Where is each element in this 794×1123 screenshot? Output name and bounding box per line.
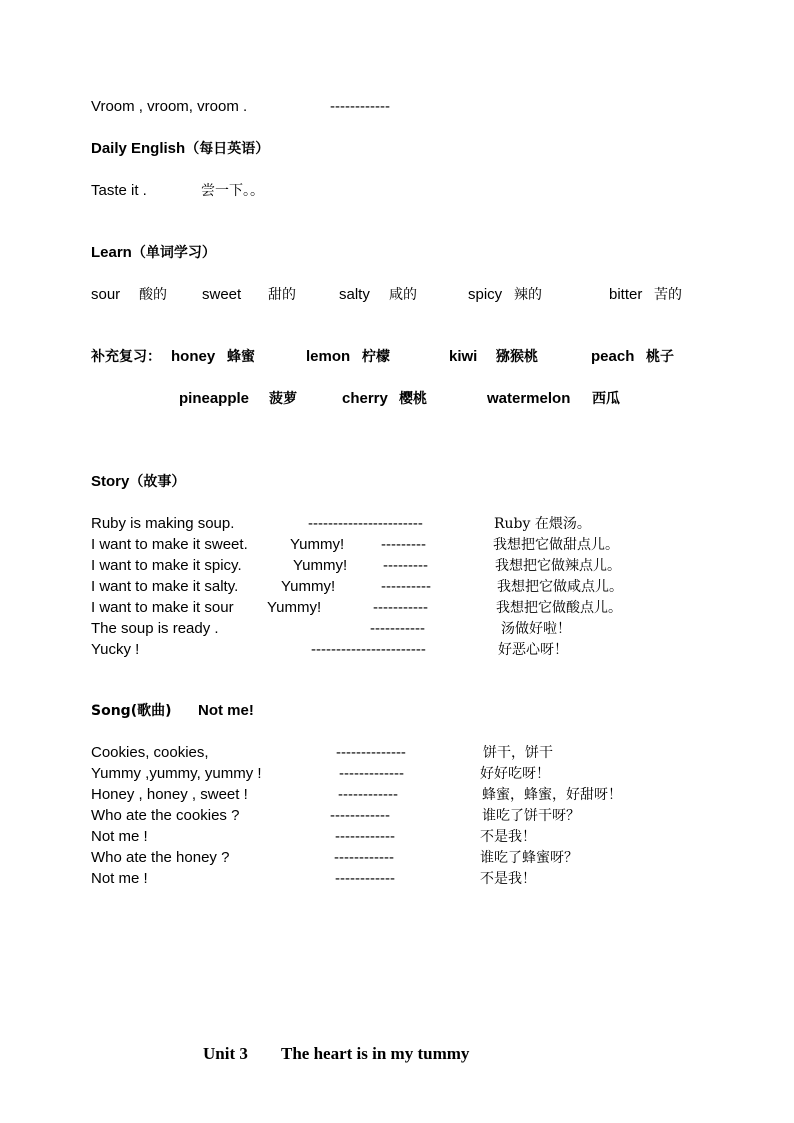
story-line-dashes: ----------------------- — [308, 515, 423, 532]
story-line-dashes: --------- — [383, 557, 428, 574]
unit-label: Unit 3 — [203, 1044, 248, 1063]
song-line-cn: 谁吃了饼干呀？ — [482, 808, 580, 824]
review-word-en: honey — [171, 348, 216, 365]
learn-word-cn: 苦的 — [654, 287, 682, 303]
review-word-en: lemon — [306, 348, 351, 365]
song-title: Not me! — [198, 702, 254, 719]
story-line-en: I want to make it salty. — [91, 578, 239, 595]
daily-heading-en: Daily English — [91, 140, 186, 157]
song-line-cn: 不是我！ — [480, 871, 536, 887]
song-line-cn: 蜂蜜，蜂蜜，好甜呀！ — [482, 787, 622, 803]
review-word-cn: 桃子 — [646, 349, 674, 365]
song-line-dashes: ------------ — [330, 807, 390, 824]
story-line-cn: Ruby 在煨汤。 — [494, 516, 591, 532]
story-line-cn: 好恶心呀！ — [498, 642, 568, 658]
review-word-cn: 柠檬 — [362, 349, 390, 365]
song-line-cn: 好好吃呀！ — [480, 766, 550, 782]
review-word-cn: 西瓜 — [592, 391, 620, 407]
song-line-dashes: -------------- — [336, 744, 406, 761]
review-word-en: pineapple — [179, 390, 250, 407]
song-line-dashes: ------------ — [335, 828, 395, 845]
song-line-dashes: ------------- — [339, 765, 404, 782]
story-line-mid: Yummy! — [281, 578, 336, 595]
learn-word-cn: 甜的 — [268, 287, 296, 303]
story-line-dashes: ---------- — [381, 578, 431, 595]
learn-word-en: salty — [339, 286, 370, 303]
story-line-mid: Yummy! — [267, 599, 322, 616]
story-line-cn: 我想把它做咸点儿。 — [497, 579, 623, 595]
top-line: Vroom , vroom, vroom . — [91, 98, 248, 115]
review-word-en: cherry — [342, 390, 388, 407]
story-line-dashes: ----------- — [373, 599, 428, 616]
song-line-dashes: ------------ — [335, 870, 395, 887]
song-line-cn: 不是我！ — [480, 829, 536, 845]
review-word-cn: 菠萝 — [269, 391, 297, 407]
learn-word-en: sour — [91, 286, 121, 303]
learn-word-cn: 酸的 — [139, 287, 167, 303]
song-line-dashes: ------------ — [338, 786, 398, 803]
story-line-en: Ruby is making soup. — [91, 515, 235, 532]
review-prefix: 补充复习： — [91, 349, 161, 365]
story-heading-cn: （故事） — [129, 474, 186, 490]
review-word-en: kiwi — [449, 348, 478, 365]
song-heading: Song(歌曲) — [91, 703, 172, 719]
song-line-en: Not me ! — [91, 828, 148, 845]
review-word-en: watermelon — [487, 390, 571, 407]
story-line-en: The soup is ready . — [91, 620, 219, 637]
song-line-en: Who ate the honey ? — [91, 849, 230, 866]
song-line-en: Not me ! — [91, 870, 148, 887]
song-line-en: Honey , honey , sweet ! — [91, 786, 248, 803]
story-line-mid: Yummy! — [290, 536, 345, 553]
learn-word-en: sweet — [202, 286, 242, 303]
story-line-en: I want to make it sour — [91, 599, 234, 616]
review-word-cn: 樱桃 — [399, 391, 427, 407]
song-line-en: Yummy ,yummy, yummy ! — [91, 765, 262, 782]
learn-word-cn: 辣的 — [514, 287, 542, 303]
learn-heading-en: Learn — [91, 244, 132, 261]
song-line-en: Cookies, cookies, — [91, 744, 209, 761]
learn-word-en: bitter — [609, 286, 643, 303]
song-line-en: Who ate the cookies ? — [91, 807, 240, 824]
story-line-en: I want to make it sweet. — [91, 536, 248, 553]
song-line-cn: 饼干，饼干 — [483, 745, 553, 761]
story-line-en: I want to make it spicy. — [91, 557, 242, 574]
learn-word-en: spicy — [468, 286, 503, 303]
review-word-cn: 猕猴桃 — [496, 349, 538, 365]
unit-title: The heart is in my tummy — [281, 1044, 470, 1063]
story-line-cn: 我想把它做辣点儿。 — [495, 558, 621, 574]
story-line-dashes: --------- — [381, 536, 426, 553]
story-line-mid: Yummy! — [293, 557, 348, 574]
story-line-cn: 我想把它做酸点儿。 — [496, 600, 622, 616]
song-line-dashes: ------------ — [334, 849, 394, 866]
daily-heading — [91, 140, 269, 158]
learn-word-cn: 咸的 — [389, 287, 417, 303]
top-dashes: ------------ — [330, 98, 390, 115]
daily-phrase-cn: 尝一下。。 — [201, 183, 264, 199]
review-word-en: peach — [591, 348, 635, 365]
daily-phrase: Taste it . — [91, 182, 147, 199]
story-line-dashes: ----------------------- — [311, 641, 426, 658]
learn-heading — [91, 244, 216, 262]
song-line-cn: 谁吃了蜂蜜呀？ — [480, 850, 578, 866]
story-line-en: Yucky ! — [91, 641, 140, 658]
story-line-dashes: ----------- — [370, 620, 425, 637]
story-heading — [91, 473, 185, 491]
review-word-cn: 蜂蜜 — [227, 349, 255, 365]
learn-heading-cn: （单词学习） — [131, 245, 216, 261]
story-line-cn: 汤做好啦！ — [501, 621, 571, 637]
story-line-cn: 我想把它做甜点儿。 — [493, 537, 619, 553]
daily-heading-cn: （每日英语） — [185, 141, 270, 157]
story-heading-en: Story — [91, 473, 130, 490]
